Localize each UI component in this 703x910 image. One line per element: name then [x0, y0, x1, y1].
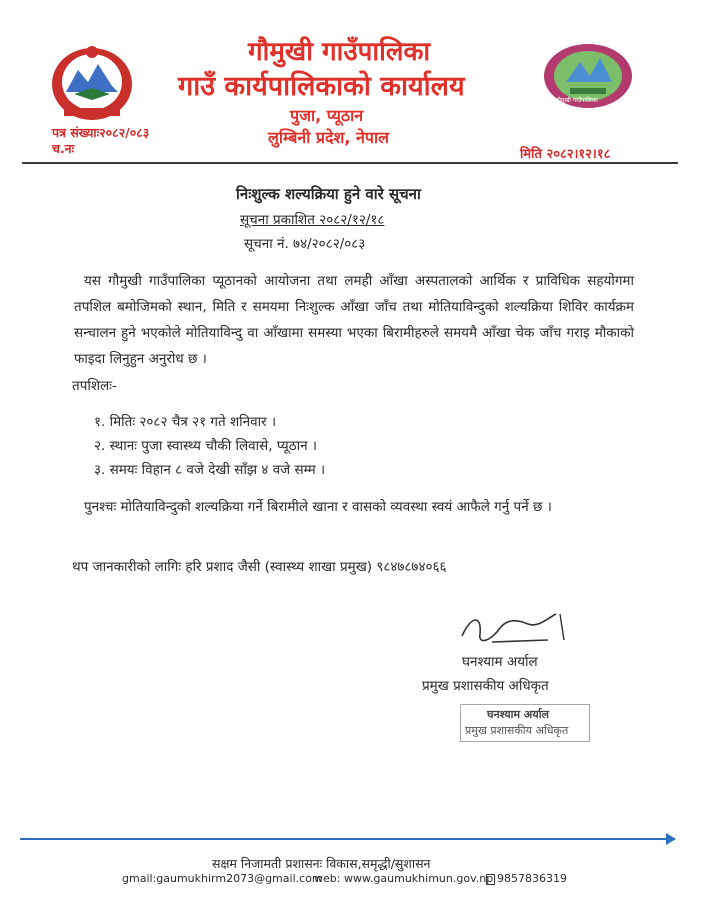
- signatory-title: प्रमुख प्रशासकीय अधिकृत: [422, 678, 549, 694]
- stamp-name: घनश्याम अर्याल: [487, 708, 550, 721]
- notice-number: सूचना नं. ७४/२०८२/०८३: [244, 236, 366, 252]
- municipality-name: गौमुखी गाउँपालिका: [248, 37, 431, 67]
- header-rule: [22, 162, 678, 164]
- footer-arrow-icon: [666, 833, 676, 845]
- contact-line: थप जानकारीको लागिः हरि प्रशाद जैसी (स्वास्थ्य शाखा प्रमुख) ९८४७८७४०६६: [72, 559, 447, 575]
- official-stamp: [460, 704, 590, 742]
- letter-date: मिति २०८२।१२।१८: [520, 147, 611, 162]
- footer-web: web: www.gaumukhimun.gov.np: [314, 872, 494, 885]
- detail-venue: २. स्थानः पुजा स्वास्थ्य चौकी लिवासे, प्यूठान ।: [94, 438, 317, 454]
- details-heading: तपशिलः-: [72, 378, 117, 394]
- office-name: गाउँ कार्यपालिकाको कार्यालय: [178, 71, 465, 102]
- signature-scribble: [452, 606, 582, 652]
- office-address-province: लुम्बिनी प्रदेश, नेपाल: [268, 128, 390, 147]
- notice-paragraph: यस गौमुखी गाउँपालिका प्यूठानको आयोजना तथा लमही आँखा अस्पतालको आर्थिक र प्राविधिक सहयोगमा तपशिल बमोजिमको स्थान, मिति र समयमा निःशुल्क आँखा जाँच तथा मोतियाविन्दुको शल्यक्रिया शिविर कार्यक्रम सन्चालन हुने भएकोले मोतियाविन्दु वा आँखामा समस्या भएका बिरामीहरुले समयमै आँखा चेक जाँच गराइ मौकाको फाइदा लिनुहुन अनुरोध छ ।: [74, 273, 634, 367]
- phone-icon: [486, 874, 495, 885]
- footer-email: gmail:gaumukhirm2073@gmail.com: [122, 872, 323, 885]
- postscript: पुनश्चः मोतियाविन्दुको शल्यक्रिया गर्ने बिरामीले खाना र वासको व्यवस्था स्वयं आफैले गर्नु पर्ने छ ।: [84, 499, 552, 515]
- footer-motto: सक्षम निजामती प्रशासनः विकास,समृद्धी/सुशासन: [212, 856, 431, 871]
- detail-date: १. मितिः २०८२ चैत्र २१ गते शनिवार ।: [94, 414, 277, 430]
- notice-published: सूचना प्रकाशित २०८२/१२/१८: [240, 212, 385, 228]
- stamp-title: प्रमुख प्रशासकीय अधिकृत: [465, 724, 569, 737]
- footer-phone: 9857836319: [497, 872, 567, 885]
- logo-caption: गौमुखी गाउँपालिका: [556, 97, 598, 104]
- notice-title: निःशुल्क शल्यक्रिया हुने वारे सूचना: [236, 185, 421, 203]
- office-address-local: पुजा, प्यूठान: [290, 106, 364, 125]
- letter-number: पत्र संख्याः२०८२/०८३: [52, 125, 150, 140]
- nepal-emblem: [44, 42, 140, 124]
- detail-time: ३. समयः विहान ८ वजे देखी साँझ ४ वजे सम्म ।: [94, 462, 326, 478]
- signatory-name: घनश्याम अर्याल: [462, 654, 538, 670]
- footer-rule: [20, 838, 670, 840]
- dispatch-number: च.नः: [52, 141, 75, 156]
